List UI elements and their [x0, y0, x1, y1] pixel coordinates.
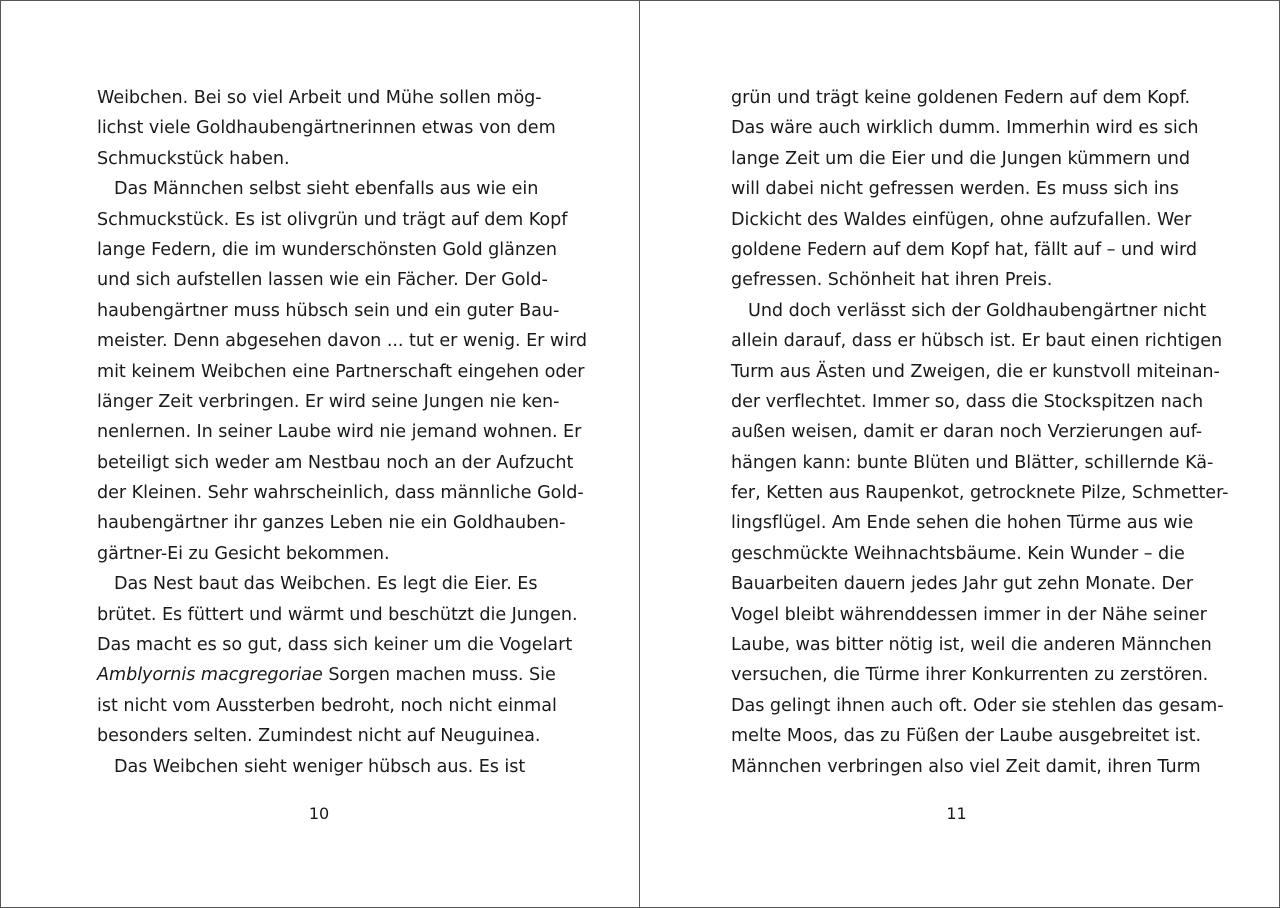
text-line: brütet. Es füttert und wärmt und beschützt die Jungen. [97, 604, 578, 625]
text-line: außen weisen, damit er daran noch Verzierungen auf- [731, 422, 1203, 443]
text-line: Bauarbeiten dauern jedes Jahr gut zehn Monate. Der [731, 574, 1194, 595]
text-line: hängen kann: bunte Blüten und Blätter, schillernde Kä- [731, 452, 1214, 473]
text-line: Das Männchen selbst sieht ebenfalls aus wie ein [114, 179, 539, 200]
text-line: beteiligt sich weder am Nestbau noch an der Aufzucht [97, 452, 574, 473]
italic-species-name: Amblyornis macgregoriae [97, 665, 323, 686]
text-line: nenlernen. In seiner Laube wird nie jemand wohnen. Er [97, 422, 582, 443]
text-line: will dabei nicht gefressen werden. Es muss sich ins [731, 179, 1179, 200]
text-line: lange Zeit um die Eier und die Jungen kümmern und [731, 148, 1191, 169]
text-line: der verflechtet. Immer so, dass die Stockspitzen nach [731, 391, 1204, 412]
text-line: Weibchen. Bei so viel Arbeit und Mühe sollen mög- [97, 88, 542, 108]
text-line: Das wäre auch wirklich dumm. Immerhin wird es sich [731, 118, 1199, 139]
text-line: lingsflügel. Am Ende sehen die hohen Türme aus wie [731, 513, 1194, 534]
text-line: besonders selten. Zumindest nicht auf Neuguinea. [97, 726, 541, 747]
left-page-text [97, 83, 587, 782]
text-line: mit keinem Weibchen eine Partnerschaft eingehen oder [97, 361, 585, 382]
text-line: geschmückte Weihnachtsbäume. Kein Wunder – die [731, 543, 1185, 564]
text-line [97, 660, 587, 690]
text-line: ist nicht vom Aussterben bedroht, noch nicht einmal [97, 695, 557, 716]
text-line-rest: Sorgen machen muss. Sie [328, 665, 556, 686]
left-page-number: 10 [308, 804, 330, 823]
text-line: goldene Federn auf dem Kopf hat, fällt auf – und wird [731, 239, 1197, 260]
right-page-number: 11 [946, 804, 967, 823]
text-line: gefressen. Schönheit hat ihren Preis. [731, 270, 1053, 291]
text-line: Schmuckstück. Es ist olivgrün und trägt auf dem Kopf [97, 209, 568, 230]
text-line: Das Weibchen sieht weniger hübsch aus. Es ist [114, 756, 526, 777]
text-line: Laube, was bitter nötig ist, weil die anderen Männchen [731, 635, 1212, 656]
text-line: haubengärtner muss hübsch sein und ein guter Bau- [97, 300, 560, 321]
text-line: allein darauf, dass er hübsch ist. Er baut einen richtigen [731, 331, 1223, 352]
text-line: lichst viele Goldhaubengärtnerinnen etwas von dem [97, 118, 556, 139]
text-line: Das gelingt ihnen auch oft. Oder sie stehlen das gesam- [731, 695, 1224, 716]
text-line: lange Federn, die im wunderschönsten Gold glänzen [97, 239, 557, 260]
text-line: Turm aus Ästen und Zweigen, die er kunstvoll miteinan- [731, 361, 1220, 382]
text-line: versuchen, die Türme ihrer Konkurrenten zu zerstören. [731, 665, 1209, 686]
text-line: grün und trägt keine goldenen Federn auf dem Kopf. [731, 88, 1190, 108]
text-line: Dickicht des Waldes einfügen, ohne aufzufallen. Wer [731, 209, 1192, 230]
text-line: melte Moos, das zu Füßen der Laube ausgebreitet ist. [731, 726, 1201, 747]
text-line: und sich aufstellen lassen wie ein Fächer. Der Gold- [97, 270, 548, 291]
text-line: meister. Denn abgesehen davon ... tut er wenig. Er wird [97, 331, 588, 352]
text-line: fer, Ketten aus Raupenkot, getrocknete Pilze, Schmetter- [731, 483, 1229, 504]
text-line: gärtner-Ei zu Gesicht bekommen. [97, 543, 390, 564]
text-line: länger Zeit verbringen. Er wird seine Jungen nie ken- [97, 391, 560, 412]
right-page [640, 0, 1280, 908]
right-page-text [731, 83, 1228, 782]
text-line: Und doch verlässt sich der Goldhaubengärtner nicht [748, 300, 1207, 321]
text-line: Vogel bleibt währenddessen immer in der Nähe seiner [731, 604, 1207, 625]
text-line: haubengärtner ihr ganzes Leben nie ein Goldhauben- [97, 513, 566, 534]
text-line: Schmuckstück haben. [97, 148, 290, 169]
text-line: Das Nest baut das Weibchen. Es legt die Eier. Es [114, 574, 538, 595]
text-line: Männchen verbringen also viel Zeit damit, ihren Turm [731, 756, 1201, 777]
text-line: Das macht es so gut, dass sich keiner um die Vogelart [97, 635, 573, 656]
text-line: der Kleinen. Sehr wahrscheinlich, dass männliche Gold- [97, 483, 584, 504]
